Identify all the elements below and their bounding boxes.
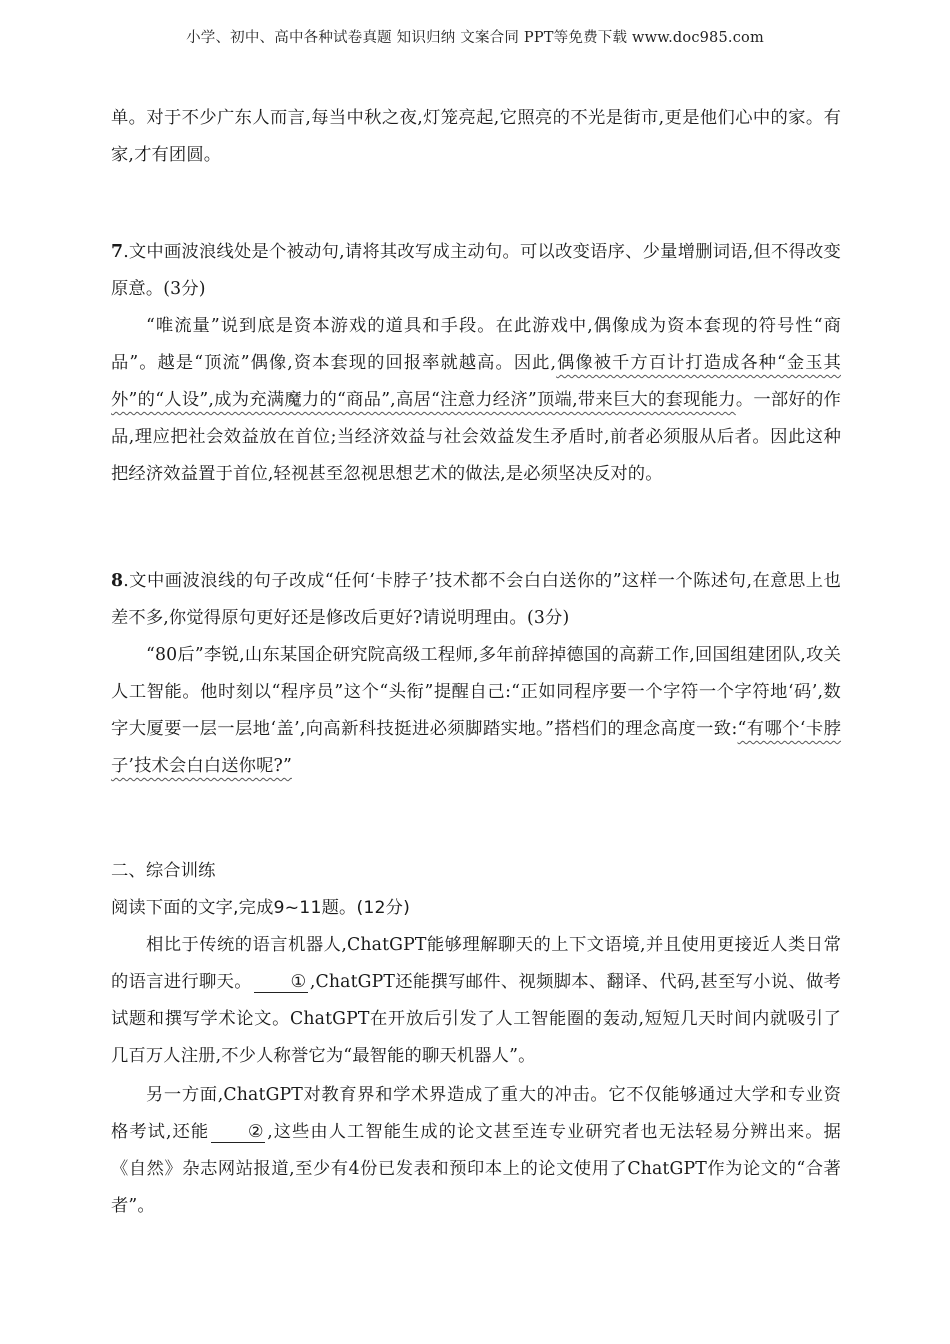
section-2-intro: 阅读下面的文字,完成9~11题。(12分) <box>111 898 410 918</box>
fill-blank-1: ① <box>254 972 308 993</box>
section-2-title: 二、综合训练 <box>111 861 216 881</box>
document-body <box>111 100 841 1225</box>
passage-7-after: 。一部好的作品,理应把社会效益放在首位;当经济效益与社会效益发生矛盾时,前者必须服从后者。因此这种把经济效益置于首位,轻视甚至忽视思想艺术的做法,是必须坚决反对的。 <box>111 390 841 484</box>
paragraph-2-before: 另一方面,ChatGPT对教育界和学术界造成了重大的冲击。它不仅能够通过大学和专业资格考试,还能 <box>111 1085 841 1142</box>
question-8-passage <box>111 637 841 785</box>
passage-7-wavy-sentence: 偶像被千方百计打造成各种“金玉其外”的“人设”,成为充满魔力的“商品”,高居“注意力经济”顶端,带来巨大的套现能力 <box>111 353 841 410</box>
question-8-prompt <box>111 563 841 637</box>
paragraph-1-after: ,ChatGPT还能撰写邮件、视频脚本、翻译、代码,甚至写小说、做考试题和撰写学术论文。ChatGPT在开放后引发了人工智能圈的轰动,短短几天时间内就吸引了几百万人注册,不少人称誉它为“最智能的聊天机器人”。 <box>111 972 842 1066</box>
question-8-text: .文中画波浪线的句子改成“任何‘卡脖子’技术都不会白白送你的”这样一个陈述句,在意思上也差不多,你觉得原句更好还是修改后更好?请说明理由。(3分) <box>111 571 841 628</box>
paragraph-1-before: 相比于传统的语言机器人,ChatGPT能够理解聊天的上下文语境,并且使用更接近人类日常的语言进行聊天。 <box>111 935 841 992</box>
question-7-text: .文中画波浪线处是个被动句,请将其改写成主动句。可以改变语序、少量增删词语,但不得改变原意。(3分) <box>111 242 841 299</box>
passage-7-before: “唯流量”说到底是资本游戏的道具和手段。在此游戏中,偶像成为资本套现的符号性“商品”。越是“顶流”偶像,资本套现的回报率就越高。因此, <box>111 316 841 373</box>
question-7-passage <box>111 308 841 493</box>
passage-8-wavy-sentence: “有哪个‘卡脖子’技术会白白送你呢?” <box>111 719 842 776</box>
paragraph-2-after: ,这些由人工智能生成的论文甚至连专业研究者也无法轻易分辨出来。据《自然》杂志网站报道,至少有4份已发表和预印本上的论文使用了ChatGPT作为论文的“合著者”。 <box>111 1122 841 1216</box>
question-8-number: 8 <box>111 571 124 591</box>
question-7-prompt <box>111 234 841 308</box>
passage-8-before: “80后”李锐,山东某国企研究院高级工程师,多年前辞掉德国的高薪工作,回国组建团队,攻关人工智能。他时刻以“程序员”这个“头衔”提醒自己:“正如同程序要一个字符一个字符地‘码’,数字大厦要一层一层地‘盖’,向高新科技挺进必须脚踏实地。”搭档们的理念高度一致: <box>111 645 841 739</box>
carryover-paragraph: 单。对于不少广东人而言,每当中秋之夜,灯笼亮起,它照亮的不光是街市,更是他们心中的家。有家,才有团圆。 <box>111 108 841 165</box>
section-2-paragraph-1 <box>111 927 841 1075</box>
page-header: 小学、初中、高中各种试卷真题 知识归纳 文案合同 PPT等免费下载 www.doc985.com <box>186 30 764 46</box>
fill-blank-2: ② <box>211 1122 265 1143</box>
question-7-number: 7 <box>111 242 124 262</box>
section-2-paragraph-2 <box>111 1077 841 1225</box>
